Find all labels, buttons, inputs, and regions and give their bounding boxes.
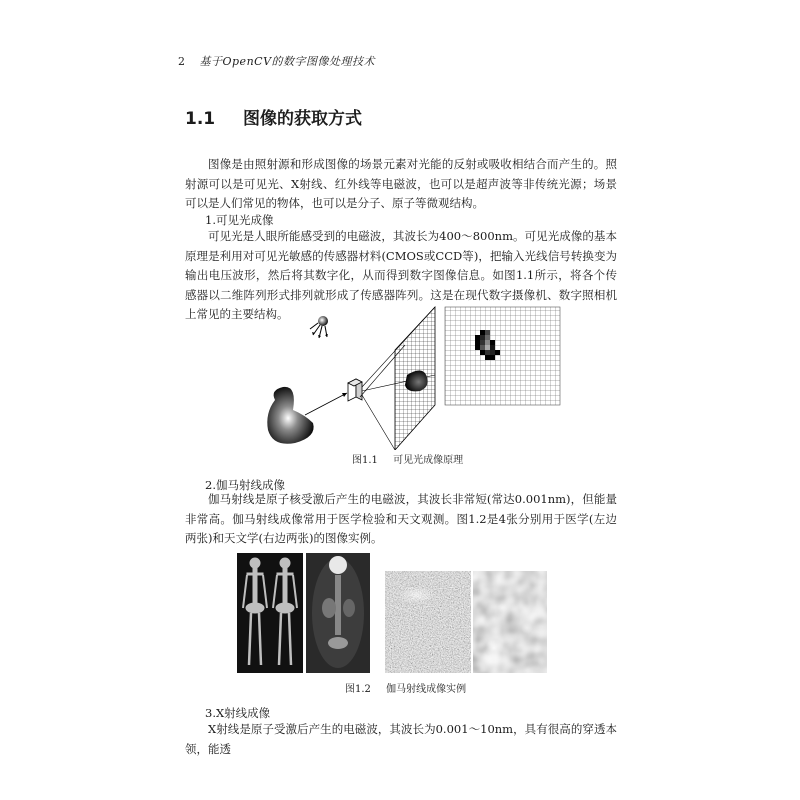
medical-bone-scan-image (237, 553, 303, 673)
figure-1-1-illustration (255, 305, 575, 450)
x-ray-paragraph: X射线是原子受激后产生的电磁波，其波长为0.001～10nm，具有很高的穿透本领，能透 (185, 722, 617, 756)
gamma-ray-heading: 2.伽马射线成像 (205, 478, 285, 492)
lens-icon (348, 379, 362, 401)
book-title: 基于OpenCV的数字图像处理技术 (199, 55, 376, 68)
medical-pet-scan-image (306, 553, 370, 673)
visible-light-heading: 1.可见光成像 (205, 213, 274, 227)
figure-1-2-label: 图1.2 (345, 684, 371, 695)
figure-1-2-title: 伽马射线成像实例 (386, 684, 467, 695)
digitized-image (445, 307, 560, 405)
figure-1-2-caption (345, 680, 466, 695)
page-number: 2 (178, 55, 186, 68)
figure-1-1-label: 图1.1 (352, 455, 378, 466)
light-ray (305, 393, 347, 415)
astronomy-blur-image (473, 571, 547, 673)
figure-1-2-images (237, 553, 547, 673)
x-ray-heading: 3.X射线成像 (205, 706, 271, 720)
section-number: 1.1 (185, 109, 216, 129)
astronomy-noise-image (385, 571, 471, 673)
light-source-icon (310, 316, 328, 338)
figure-1-1-caption (352, 451, 463, 466)
section-title (185, 104, 362, 129)
sensor-array (395, 307, 435, 450)
visible-light-paragraph: 可见光是人眼所能感受到的电磁波，其波长为400～800nm。可见光成像的基本原理是利用对可见光敏感的传感器材料(CMOS或CCD等)，把输入光线信号转换变为输出电压波形，然后将其数字化，从而得到数字图像信息。如图1.1所示，将各个传感器以二维阵列形式排列就形成了传感器阵列。这是在现代数字摄像机、数字照相机上常见的主要结构。 (185, 229, 617, 321)
gamma-ray-paragraph: 伽马射线是原子核受激后产生的电磁波，其波长非常短(常达0.001nm)，但能量非常高。伽马射线成像常用于医学检验和天文观测。图1.2是4张分别用于医学(左边两张)和天文学(右边两张)的图像实例。 (185, 492, 617, 545)
section-title-text: 图像的获取方式 (243, 109, 363, 129)
intro-paragraph: 图像是由照射源和形成图像的场景元素对光能的反射或吸收相结合而产生的。照射源可以是可见光、X射线、红外线等电磁波，也可以是超声波等非传统光源；场景可以是人们常见的物体，也可以是分子、原子等微观结构。 (185, 157, 617, 210)
running-header (178, 53, 375, 69)
figure-1-1-title: 可见光成像原理 (393, 455, 464, 466)
scene-object (267, 387, 313, 444)
